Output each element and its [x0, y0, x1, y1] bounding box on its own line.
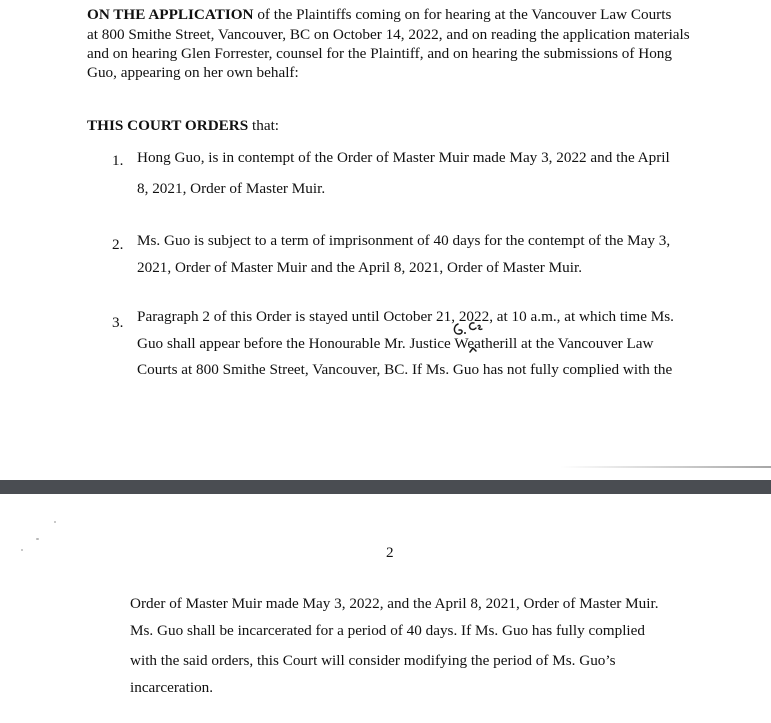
order-number: 1.: [112, 152, 124, 169]
order-line: Guo shall appear before the Honourable Mr. Justice Weatherill at the Vancouver Law: [137, 335, 654, 352]
order-line: 8, 2021, Order of Master Muir.: [137, 180, 326, 197]
continuation-line: Ms. Guo shall be incarcerated for a period of 40 days. If Ms. Guo has fully complied: [130, 622, 645, 639]
order-line: Paragraph 2 of this Order is stayed until October 21, 2022, at 10 a.m., at which time Ms.: [137, 308, 674, 325]
order-number: 2.: [112, 236, 124, 253]
page-separator: [0, 480, 771, 494]
page-number: 2: [386, 544, 394, 561]
preamble-line-1-text: of the Plaintiffs coming on for hearing at the Vancouver Law Courts: [253, 6, 672, 23]
orders-heading-rest: that:: [248, 117, 280, 134]
preamble-line-1: [87, 5, 671, 25]
scan-speck: [36, 538, 39, 540]
preamble-line-4: Guo, appearing on her own behalf:: [87, 64, 299, 81]
order-line: 2021, Order of Master Muir and the April 8, 2021, Order of Master Muir.: [137, 259, 582, 276]
preamble-line-3: and on hearing Glen Forrester, counsel for the Plaintiff, and on hearing the submissions of Hong: [87, 45, 672, 62]
order-number: 3.: [112, 314, 124, 331]
orders-heading-bold: THIS COURT ORDERS: [87, 117, 249, 134]
order-line: Ms. Guo is subject to a term of imprisonment of 40 days for the contempt of the May 3,: [137, 232, 671, 249]
preamble-bold-lead: ON THE APPLICATION: [87, 6, 254, 23]
order-line: Hong Guo, is in contempt of the Order of Master Muir made May 3, 2022 and the April: [137, 149, 670, 166]
scan-speck: [21, 549, 23, 551]
scan-speck: [54, 521, 56, 523]
order-line: Courts at 800 Smithe Street, Vancouver, BC. If Ms. Guo has not fully complied with the: [137, 361, 673, 378]
preamble-line-2: at 800 Smithe Street, Vancouver, BC on October 14, 2022, and on reading the application materials: [87, 26, 690, 43]
scan-edge-shadow: [560, 466, 771, 468]
orders-heading: [87, 116, 279, 136]
continuation-line: incarceration.: [130, 679, 214, 696]
handwritten-initials-mark: [450, 318, 490, 358]
continuation-line: Order of Master Muir made May 3, 2022, and the April 8, 2021, Order of Master Muir.: [130, 595, 659, 612]
continuation-line: with the said orders, this Court will consider modifying the period of Ms. Guo’s: [130, 652, 616, 669]
